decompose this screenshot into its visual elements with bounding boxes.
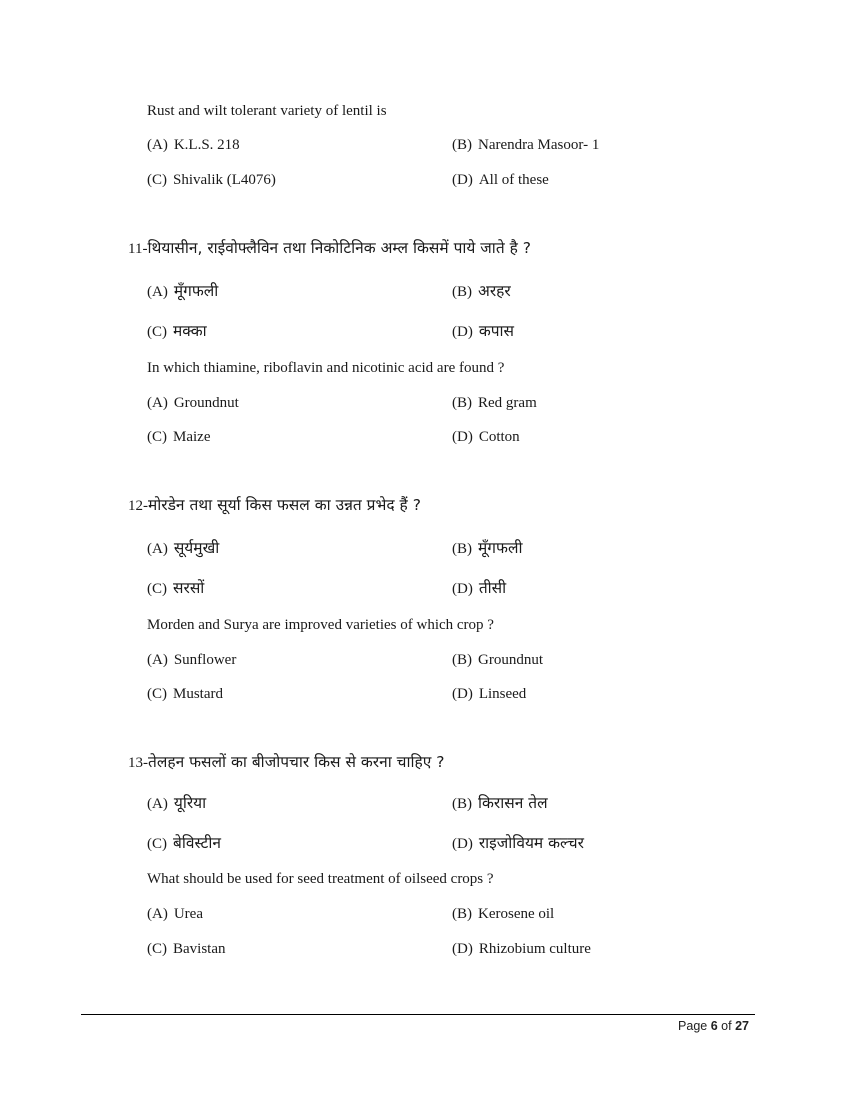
q13-hindi-option-d: (D) राइजोवियम कल्चर bbox=[452, 834, 584, 852]
q11-english-option-a: (A) Groundnut bbox=[147, 395, 239, 411]
page-number: Page 6 of 27 bbox=[678, 1019, 749, 1033]
q13-english-option-c: (C) Bavistan bbox=[147, 941, 226, 957]
q12-hindi-option-b: (B) मूँगफली bbox=[452, 539, 523, 557]
q12-english-option-a: (A) Sunflower bbox=[147, 652, 237, 668]
q11-english-option-d: (D) Cotton bbox=[452, 429, 520, 445]
q13-english-option-b: (B) Kerosene oil bbox=[452, 906, 555, 922]
q11-hindi-question: 11-थियासीन, राईवोफ्लैविन तथा निकोटिनिक अम्ल किसमें पाये जाते है ? bbox=[128, 239, 531, 257]
q13-hindi-option-c: (C) बेविस्टीन bbox=[147, 834, 221, 852]
q12-english-option-c: (C) Mustard bbox=[147, 686, 223, 702]
q10-english-option-d: (D) All of these bbox=[452, 172, 549, 188]
q10-english-option-c: (C) Shivalik (L4076) bbox=[147, 172, 276, 188]
q12-english-option-b: (B) Groundnut bbox=[452, 652, 543, 668]
footer-divider bbox=[81, 1014, 755, 1015]
q12-english-option-d: (D) Linseed bbox=[452, 686, 527, 702]
q11-english-option-c: (C) Maize bbox=[147, 429, 211, 445]
q11-hindi-option-d: (D) कपास bbox=[452, 322, 515, 340]
q11-english-option-b: (B) Red gram bbox=[452, 395, 537, 411]
q13-english-option-a: (A) Urea bbox=[147, 906, 203, 922]
q13-hindi-option-a: (A) यूरिया bbox=[147, 794, 207, 812]
q12-english-question: Morden and Surya are improved varieties of which crop ? bbox=[147, 617, 494, 633]
current-page-number: 6 bbox=[710, 1019, 718, 1033]
q13-hindi-option-b: (B) किरासन तेल bbox=[452, 794, 548, 812]
q13-english-question: What should be used for seed treatment of oilseed crops ? bbox=[147, 871, 494, 887]
q10-english-option-b: (B) Narendra Masoor- 1 bbox=[452, 137, 600, 153]
q10-english-question: Rust and wilt tolerant variety of lentil is bbox=[147, 103, 387, 119]
q13-hindi-question: 13-तेलहन फसलों का बीजोपचार किस से करना चाहिए ? bbox=[128, 753, 445, 771]
q12-hindi-question: 12-मोरडेन तथा सूर्या किस फसल का उन्नत प्रभेद हैं ? bbox=[128, 496, 421, 514]
q12-hindi-option-a: (A) सूर्यमुखी bbox=[147, 539, 220, 557]
q12-hindi-option-c: (C) सरसों bbox=[147, 579, 205, 597]
q11-hindi-option-c: (C) मक्का bbox=[147, 322, 207, 340]
q12-hindi-option-d: (D) तीसी bbox=[452, 579, 507, 597]
q11-hindi-option-b: (B) अरहर bbox=[452, 282, 511, 300]
q11-hindi-option-a: (A) मूँगफली bbox=[147, 282, 219, 300]
total-page-count: 27 bbox=[735, 1019, 749, 1033]
q13-english-option-d: (D) Rhizobium culture bbox=[452, 941, 591, 957]
q10-english-option-a: (A) K.L.S. 218 bbox=[147, 137, 240, 153]
q11-english-question: In which thiamine, riboflavin and nicotinic acid are found ? bbox=[147, 360, 505, 376]
